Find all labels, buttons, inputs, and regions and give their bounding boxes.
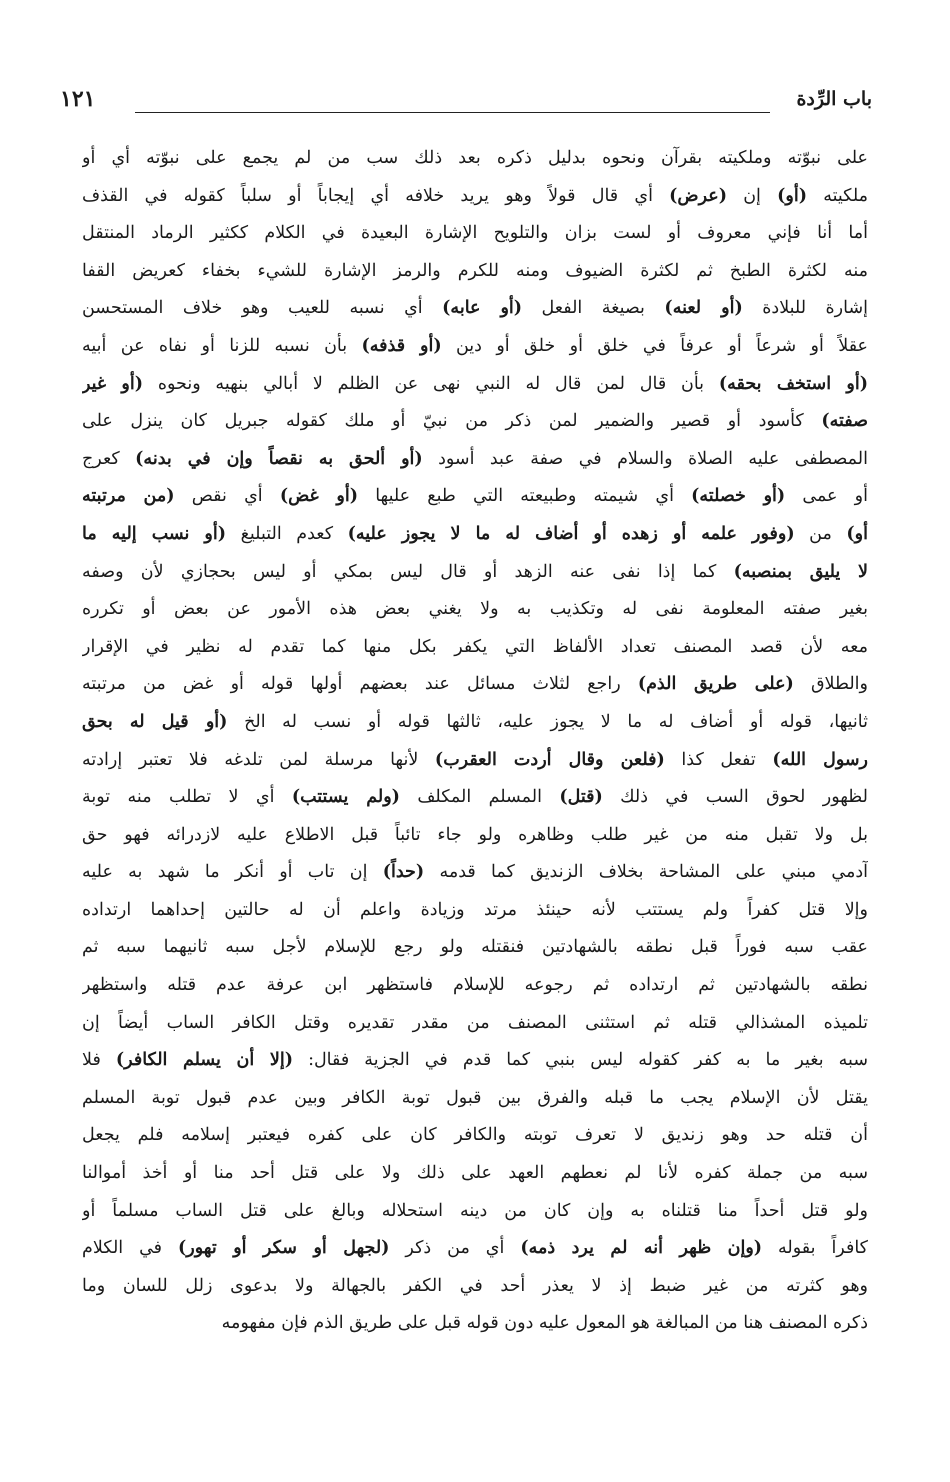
text-line <box>82 742 868 780</box>
commentary-text: أي من ذكر <box>389 1238 521 1259</box>
commentary-text: وهو كثرته من غير ضبط إذ لا يعذر أحد في الكفر بالجهالة ولا بدعوى زلل للسان وما <box>82 1275 868 1296</box>
commentary-text: إن <box>726 185 778 206</box>
matn-text: صفته) <box>821 411 868 432</box>
commentary-text: أو عمى <box>785 486 868 507</box>
matn-text: (وفور علمه أو زهده أو أضاف له ما لا يجوز عليه) <box>347 523 795 544</box>
matn-text: (قتل) <box>559 787 603 808</box>
commentary-text: فلا <box>82 1050 116 1071</box>
commentary-text: ثانيها، قوله أو أضاف له ما لا يجوز عليه، ثالثها قوله أو نسب له الخ <box>227 711 868 732</box>
commentary-text: بغير صفته المعلومة نفى له وتكذيب به ولا يغني بعض هذه الأمور عن بعض أو تكرره <box>82 599 868 620</box>
commentary-text: سبه من جملة كفره لأنا لم نعطهم العهد على ذلك ولا على قتل أحد منا أو أخذ أموالنا <box>82 1163 868 1184</box>
text-line <box>82 1117 868 1155</box>
matn-text: (لجهل أو سكر أو تهور) <box>178 1238 390 1259</box>
text-line <box>82 290 868 328</box>
text-line <box>82 366 868 404</box>
matn-text: (أو قذفه) <box>361 335 442 356</box>
matn-text: (أو خصلته) <box>691 486 786 507</box>
text-line <box>82 892 868 930</box>
commentary-text: أي شيمته وطبيعته التي طبع عليها <box>358 486 692 507</box>
matn-text: (أو لعنه) <box>664 298 743 319</box>
matn-text: (أو قيل له بحق <box>82 711 228 732</box>
commentary-text: عقلاً أو شرعاً أو عرفاً في خلق أو خلق أو دين <box>441 335 868 356</box>
header-rule <box>135 112 770 113</box>
text-line <box>82 1230 868 1268</box>
matn-text: (حداً) <box>382 862 425 883</box>
commentary-text: كعرج <box>82 448 136 469</box>
commentary-text: أي قال قولاً وهو يريد خلافه أي إيجاباً أو سلباً كقوله في القذف <box>82 185 670 206</box>
commentary-text: المسلم المكلف <box>399 787 560 808</box>
commentary-text: بأن قال لمن قال له النبي نهى عن الظلم لا أبالي بنهيه ونحوه <box>143 373 719 394</box>
text-line <box>82 253 868 291</box>
matn-text: (إلا أن يسلم الكافر) <box>115 1050 293 1071</box>
text-line <box>82 1042 868 1080</box>
text-line <box>82 967 868 1005</box>
matn-text: رسول الله) <box>772 749 868 770</box>
commentary-text: كعدم التبليغ <box>226 523 348 544</box>
commentary-text: ولو قتل أحداً منا قتلناه به وإن كان من دينه استحلاله وبالغ على قتل الساب مسلماً أو <box>82 1200 868 1221</box>
matn-text: (وإن ظهر أنه لم يرد ذمه) <box>520 1238 763 1259</box>
matn-text: (أو استخف بحقه) <box>718 373 868 394</box>
matn-text: (ولم يستتب) <box>291 787 400 808</box>
matn-text: (على طريق الذم) <box>637 674 794 695</box>
text-line <box>82 817 868 855</box>
text-line <box>82 516 868 554</box>
commentary-text: نطقه بالشهادتين ثم ارتداده ثم رجوعه للإسلام فاستظهر ابن عرفة عدم قتله واستظهر <box>82 975 868 996</box>
text-line <box>82 704 868 742</box>
commentary-text: بل ولا تقبل منه من غير طلب وظاهره ولو جاء تائباً قبل الاطلاع عليه لازدرائه فهو حق <box>82 824 868 845</box>
text-line <box>82 140 868 178</box>
running-header <box>60 88 890 124</box>
matn-text: (أو) <box>777 185 807 206</box>
page-body-text <box>82 140 868 1343</box>
commentary-text: تلميذه المشذالي قتله ثم استثنى المصنف من مقدر تقديره وقتل الكافر الساب أيضاً إن <box>82 1012 868 1033</box>
text-line <box>82 779 868 817</box>
commentary-text: عقب سبه فوراً قبل نطقه بالشهادتين فنقتله ولو رجع للإسلام لأجل سبه ثانيهما سبه ثم <box>82 937 868 958</box>
matn-text: (أو ألحق به نقصاً وإن في بدنه) <box>135 448 423 469</box>
commentary-text: أما أنا فإني معروف أو لست بزان والتلويح الإشارة البعيدة في الكلام ككثير الرماد المنتقل <box>82 223 868 244</box>
commentary-text: منه لكثرة الطبخ ثم لكثرة الضيوف ومنه للكرم والرمز الإشارة للشيء بخفاء كعريض القفا <box>82 260 868 281</box>
matn-text: (أو غض) <box>279 486 359 507</box>
commentary-text: أي نقص <box>174 486 280 507</box>
text-line <box>82 629 868 667</box>
text-line <box>82 328 868 366</box>
text-line <box>82 929 868 967</box>
text-line <box>82 1005 868 1043</box>
commentary-text: من <box>794 523 847 544</box>
commentary-text: أن قتله حد وهو زنديق لا تعرف توبته والكافر كان على كفره فيعتبر إسلامه فلم يجعل <box>82 1125 868 1146</box>
matn-text: لا يليق بمنصبه) <box>733 561 868 582</box>
text-line <box>82 554 868 592</box>
commentary-text: المصطفى عليه الصلاة والسلام في صفة عبد أسود <box>422 448 868 469</box>
text-line <box>82 1155 868 1193</box>
text-line <box>82 441 868 479</box>
commentary-text: والطلاق <box>793 674 868 695</box>
commentary-text: بأن نسبه للزنا أو نفاه عن أبيه <box>82 335 362 356</box>
text-line <box>82 478 868 516</box>
text-line <box>82 1080 868 1118</box>
commentary-text: لظهور لحوق السب في ذلك <box>602 787 868 808</box>
commentary-text: إن تاب أو أنكر ما شهد به عليه <box>82 862 383 883</box>
commentary-text: معه لأن قصد المصنف تعداد الألفاظ التي يكفر بكل منها كما تقدم له نظير في الإقرار <box>82 636 868 657</box>
text-line <box>82 854 868 892</box>
commentary-text: آدمي مبني على المشاحة بخلاف الزنديق كما قدمه <box>424 862 868 883</box>
matn-text: (من مرتبته <box>82 486 175 507</box>
commentary-text: أي نسبه للعيب وهو خلاف المستحسن <box>82 298 443 319</box>
commentary-text: أي لا تطلب منه توبة <box>82 787 292 808</box>
matn-text: (أو عابه) <box>442 298 523 319</box>
commentary-text: تفعل كذا <box>664 749 773 770</box>
text-line <box>82 1268 868 1306</box>
commentary-text: سبه بغير ما به كفر كقوله ليس بنبي كما قدم في الجزية فقال: <box>292 1050 868 1071</box>
commentary-text: على نبوّته وملكيته بقرآن ونحوه بدليل ذكره بعد ذلك سب من لم يجمع على نبوّته أي أو <box>82 148 868 168</box>
commentary-text: راجع لثلاث مسائل عند بعضهم أولها قوله أو غض من مرتبته <box>82 674 638 695</box>
commentary-text: كأسود أو قصير والضمير لمن ذكر من نبيّ أو ملك كقوله جبريل كان ينزل على <box>82 411 822 432</box>
matn-text: أو) <box>846 523 868 544</box>
commentary-text: كما إذا نفى عنه الزهد أو قال ليس بمكي أو ليس بحجازي لأن وصفه <box>82 561 734 582</box>
text-line <box>82 591 868 629</box>
commentary-text: ملكيته <box>807 185 868 206</box>
chapter-title: باب الرِّدة <box>796 88 872 110</box>
page-number: ١٢١ <box>60 86 96 112</box>
commentary-text: يقتل لأن الإسلام يجب ما قبله والفرق بين قبول توبة الكافر وبين عدم قبول توبة المسلم <box>82 1087 868 1108</box>
commentary-text: إشارة للبلادة <box>742 298 868 319</box>
commentary-text: في الكلام <box>82 1238 178 1259</box>
text-line <box>82 178 868 216</box>
text-line <box>82 403 868 441</box>
text-line <box>82 1193 868 1231</box>
commentary-text: لأنها مرسلة لمن تلدغه فلا تعتبر إرادته <box>82 749 435 770</box>
commentary-text: ذكره المصنف هنا من المبالغة هو المعول عليه دون قوله قبل على طريق الذم فإن مفهومه <box>221 1313 868 1334</box>
text-line <box>82 215 868 253</box>
text-line <box>82 666 868 704</box>
commentary-text: كافراً بقوله <box>762 1238 868 1259</box>
commentary-text: وإلا قتل كفراً ولم يستتب لأنه حينئذ مرتد وزيادة واعلم أن له حالتين إحداهما ارتداده <box>82 899 868 920</box>
text-line <box>82 1305 868 1343</box>
matn-text: (فلعن وقال أردت العقرب) <box>434 749 665 770</box>
matn-text: (أو غير <box>82 373 144 394</box>
matn-text: (عرض) <box>669 185 727 206</box>
commentary-text: بصيغة الفعل <box>522 298 665 319</box>
matn-text: (أو نسب إليه ما <box>82 523 227 544</box>
